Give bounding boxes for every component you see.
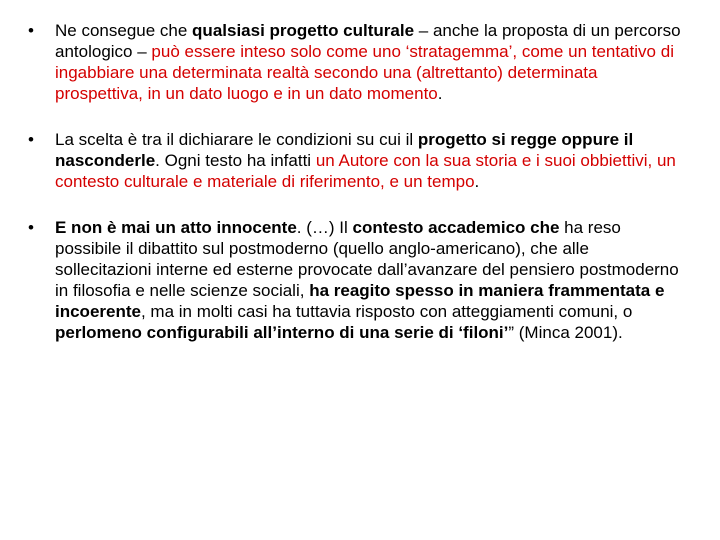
text-segment-bold: E non è mai un atto innocente — [55, 218, 297, 237]
bullet-text-3 — [55, 218, 679, 342]
text-segment: ha reso possibile il dibattito sul postmoderno (quello anglo-americano), che alle sollecitazioni interne ed esterne provocate dall’avanzare del pensiero postmoderno in filosofia e nelle scienze sociali, — [55, 218, 679, 300]
text-segment-bold: ha reagito spesso in maniera frammentata e incoerente — [55, 281, 665, 321]
bullet-text-1 — [55, 21, 681, 103]
text-segment: . — [474, 172, 480, 191]
bullet-marker: • — [28, 21, 34, 40]
bullet-marker: • — [28, 130, 34, 149]
text-segment: , ma in molti casi ha tuttavia risposto con atteggiamenti comuni, o — [140, 302, 633, 321]
text-segment-red: può essere inteso solo come uno ‘stratagemma’, come un tentativo di ingabbiare una determinata realtà secondo una (altrettanto) determinata prospettiva, in un dato luogo e in un dato momento — [55, 42, 674, 103]
text-segment-bold: qualsiasi progetto culturale — [192, 21, 415, 40]
bullet-list — [28, 20, 688, 368]
text-segment-bold: progetto si regge oppure il nasconderle — [55, 130, 634, 170]
text-segment: . — [437, 84, 443, 103]
text-segment: ” (Minca 2001). — [508, 323, 623, 342]
text-segment: La scelta è tra il dichiarare le condizioni su cui il — [55, 130, 418, 149]
bullet-text-2 — [55, 130, 676, 191]
bullet-item-3 — [28, 217, 688, 343]
bullet-item-1 — [28, 20, 688, 104]
bullet-marker: • — [28, 218, 34, 237]
text-segment: Ne consegue che — [55, 21, 193, 40]
text-segment: – anche la proposta di un percorso antologico – — [55, 21, 681, 61]
text-segment: . (…) Il — [296, 218, 353, 237]
text-segment-bold: perlomeno configurabili all’interno di una serie di ‘filoni’ — [55, 323, 509, 342]
text-segment-red: un Autore con la sua storia e i suoi obbiettivi, un contesto culturale e materiale di riferimento, e un tempo — [55, 151, 676, 191]
text-segment-bold: contesto accademico che — [352, 218, 560, 237]
bullet-item-2 — [28, 129, 688, 192]
text-segment: . Ogni testo ha infatti — [155, 151, 316, 170]
